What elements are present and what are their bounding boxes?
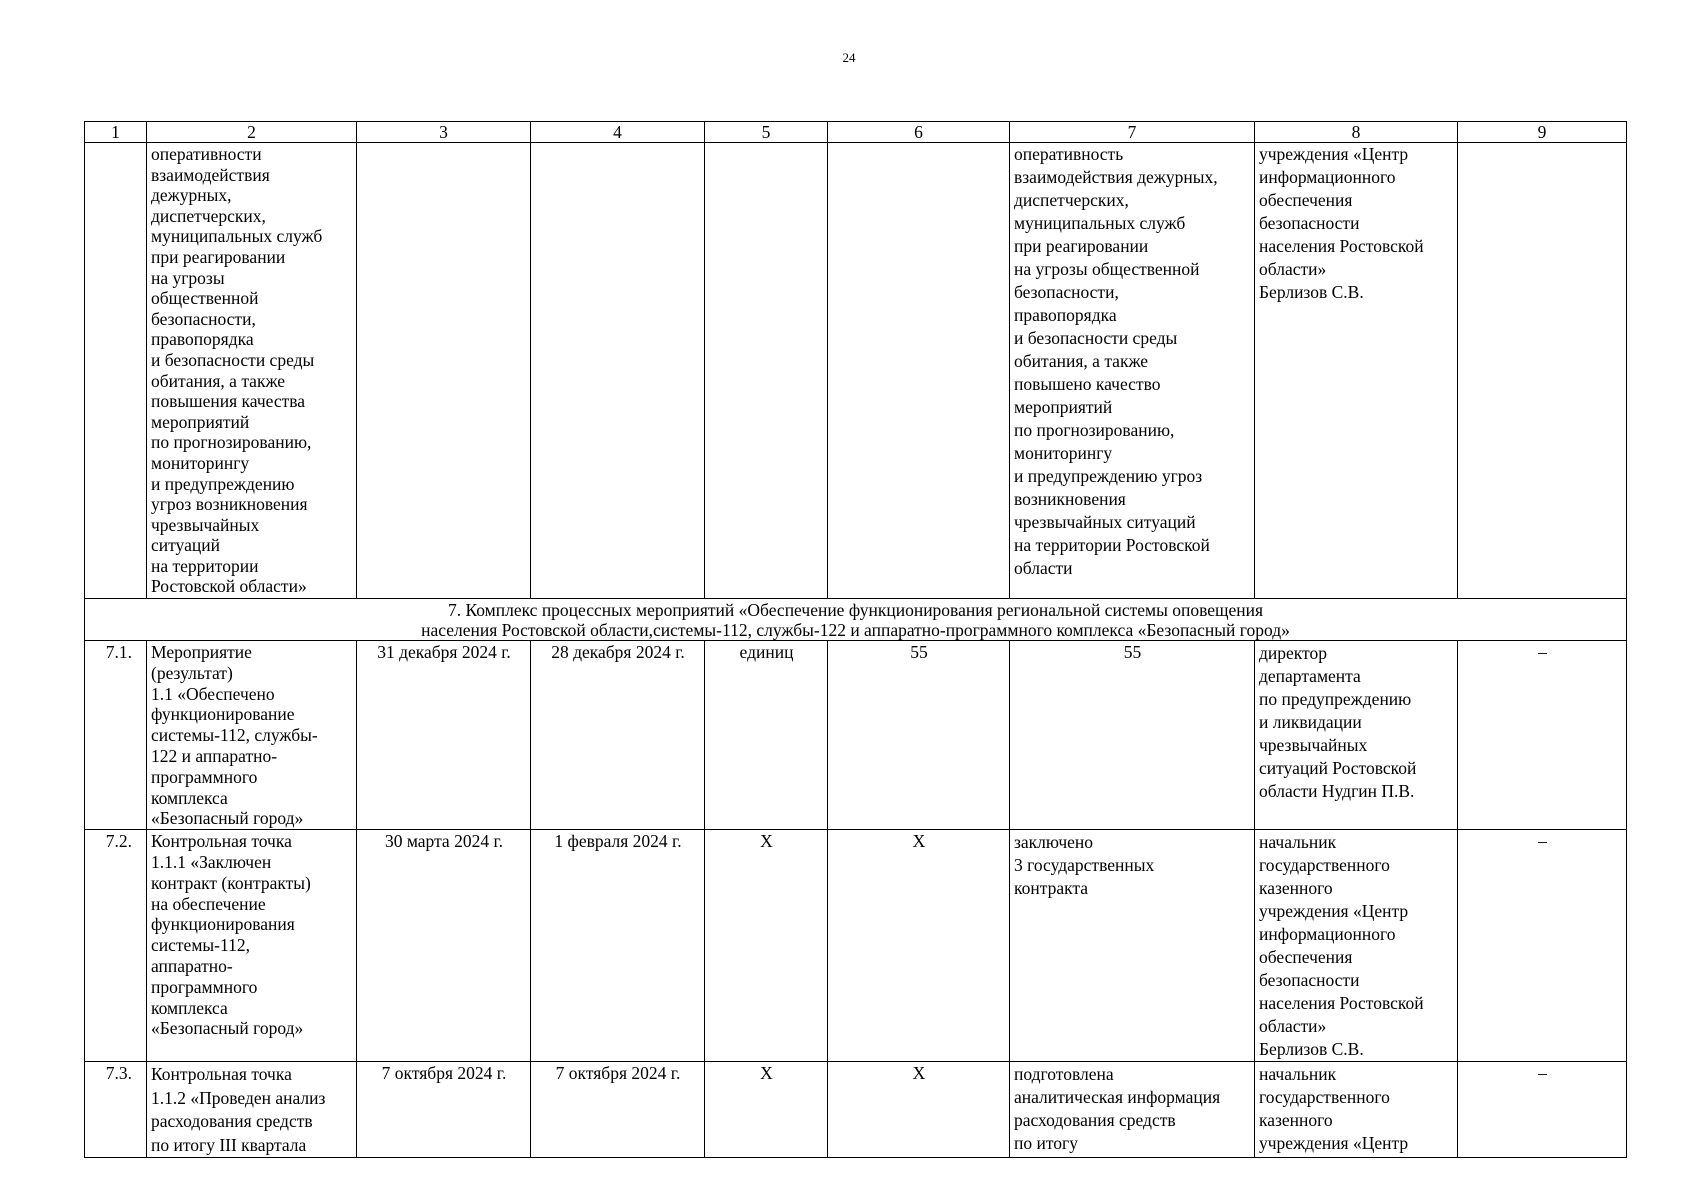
section-row [85,599,1627,641]
row-number: 7.3. [85,1062,147,1158]
responsible-person: начальник государственного казенного учреждения «Центр информационного обеспечения безопасности населения Ростовской области» Берлизов С.В. [1255,830,1458,1062]
note [1458,143,1627,599]
event-description: оперативности взаимодействия дежурных, диспетчерских, муниципальных служб при реагировании на угрозы общественной безопасности, правопорядка и безопасности среды обитания, а также повышения качества мероприятий по прогнозированию, мониторингу и предупреждению угроз возникновения чрезвычайных ситуаций на территории Ростовской области» [147,143,357,599]
plan-value: Х [828,1062,1010,1158]
plan-date: 30 марта 2024 г. [357,830,531,1062]
plan-value: 55 [828,641,1010,830]
header-cell: 5 [705,122,828,143]
table-row [85,641,1627,830]
note: – [1458,830,1627,1062]
cell-empty [357,143,531,599]
responsible-person: директор департамента по предупреждению и ликвидации чрезвычайных ситуаций Ростовской области Нудгин П.В. [1255,641,1458,830]
header-cell: 4 [531,122,705,143]
row-number [85,143,147,599]
event-description: Контрольная точка 1.1.1 «Заключен контракт (контракты) на обеспечение функционирования системы-112, аппаратно- программного комплекса «Безопасный город» [147,830,357,1062]
responsible-person: учреждения «Центр информационного обеспечения безопасности населения Ростовской области» Берлизов С.В. [1255,143,1458,599]
note: – [1458,641,1627,830]
actual-value: подготовлена аналитическая информация расходования средств по итогу [1010,1062,1255,1158]
header-row [85,122,1627,143]
header-cell: 2 [147,122,357,143]
section-title: 7. Комплекс процессных мероприятий «Обеспечение функционирования региональной системы оповещения населения Ростовской области,системы-112, службы-122 и аппаратно-программного комплекса «Безопасный город» [85,599,1627,641]
header-cell: 9 [1458,122,1627,143]
cell-empty [705,143,828,599]
header-cell: 6 [828,122,1010,143]
event-description: Мероприятие (результат) 1.1 «Обеспечено функционирование системы-112, службы- 122 и аппаратно- программного комплекса «Безопасный город» [147,641,357,830]
plan-table [84,121,1627,1158]
plan-date: 31 декабря 2024 г. [357,641,531,830]
cell-empty [531,143,705,599]
plan-value: Х [828,830,1010,1062]
event-description: Контрольная точка 1.1.2 «Проведен анализ расходования средств по итогу III квартала [147,1062,357,1158]
header-cell: 1 [85,122,147,143]
result-description: оперативность взаимодействия дежурных, диспетчерских, муниципальных служб при реагировании на угрозы общественной безопасности, правопорядка и безопасности среды обитания, а также повышено качество мероприятий по прогнозированию, мониторингу и предупреждению угроз возникновения чрезвычайных ситуаций на территории Ростовской области [1010,143,1255,599]
actual-value: заключено 3 государственных контракта [1010,830,1255,1062]
row-number: 7.1. [85,641,147,830]
unit: единиц [705,641,828,830]
responsible-person: начальник государственного казенного учреждения «Центр [1255,1062,1458,1158]
actual-value: 55 [1010,641,1255,830]
table-row [85,830,1627,1062]
header-cell: 7 [1010,122,1255,143]
page-number: 24 [842,50,856,65]
plan-date: 7 октября 2024 г. [357,1062,531,1158]
table-row [85,1062,1627,1158]
header-cell: 8 [1255,122,1458,143]
actual-date: 7 октября 2024 г. [531,1062,705,1158]
header-cell: 3 [357,122,531,143]
note: – [1458,1062,1627,1158]
cell-empty [828,143,1010,599]
continuation-row [85,143,1627,599]
actual-date: 1 февраля 2024 г. [531,830,705,1062]
unit: Х [705,830,828,1062]
actual-date: 28 декабря 2024 г. [531,641,705,830]
table-body [85,122,1627,1158]
unit: Х [705,1062,828,1158]
row-number: 7.2. [85,830,147,1062]
